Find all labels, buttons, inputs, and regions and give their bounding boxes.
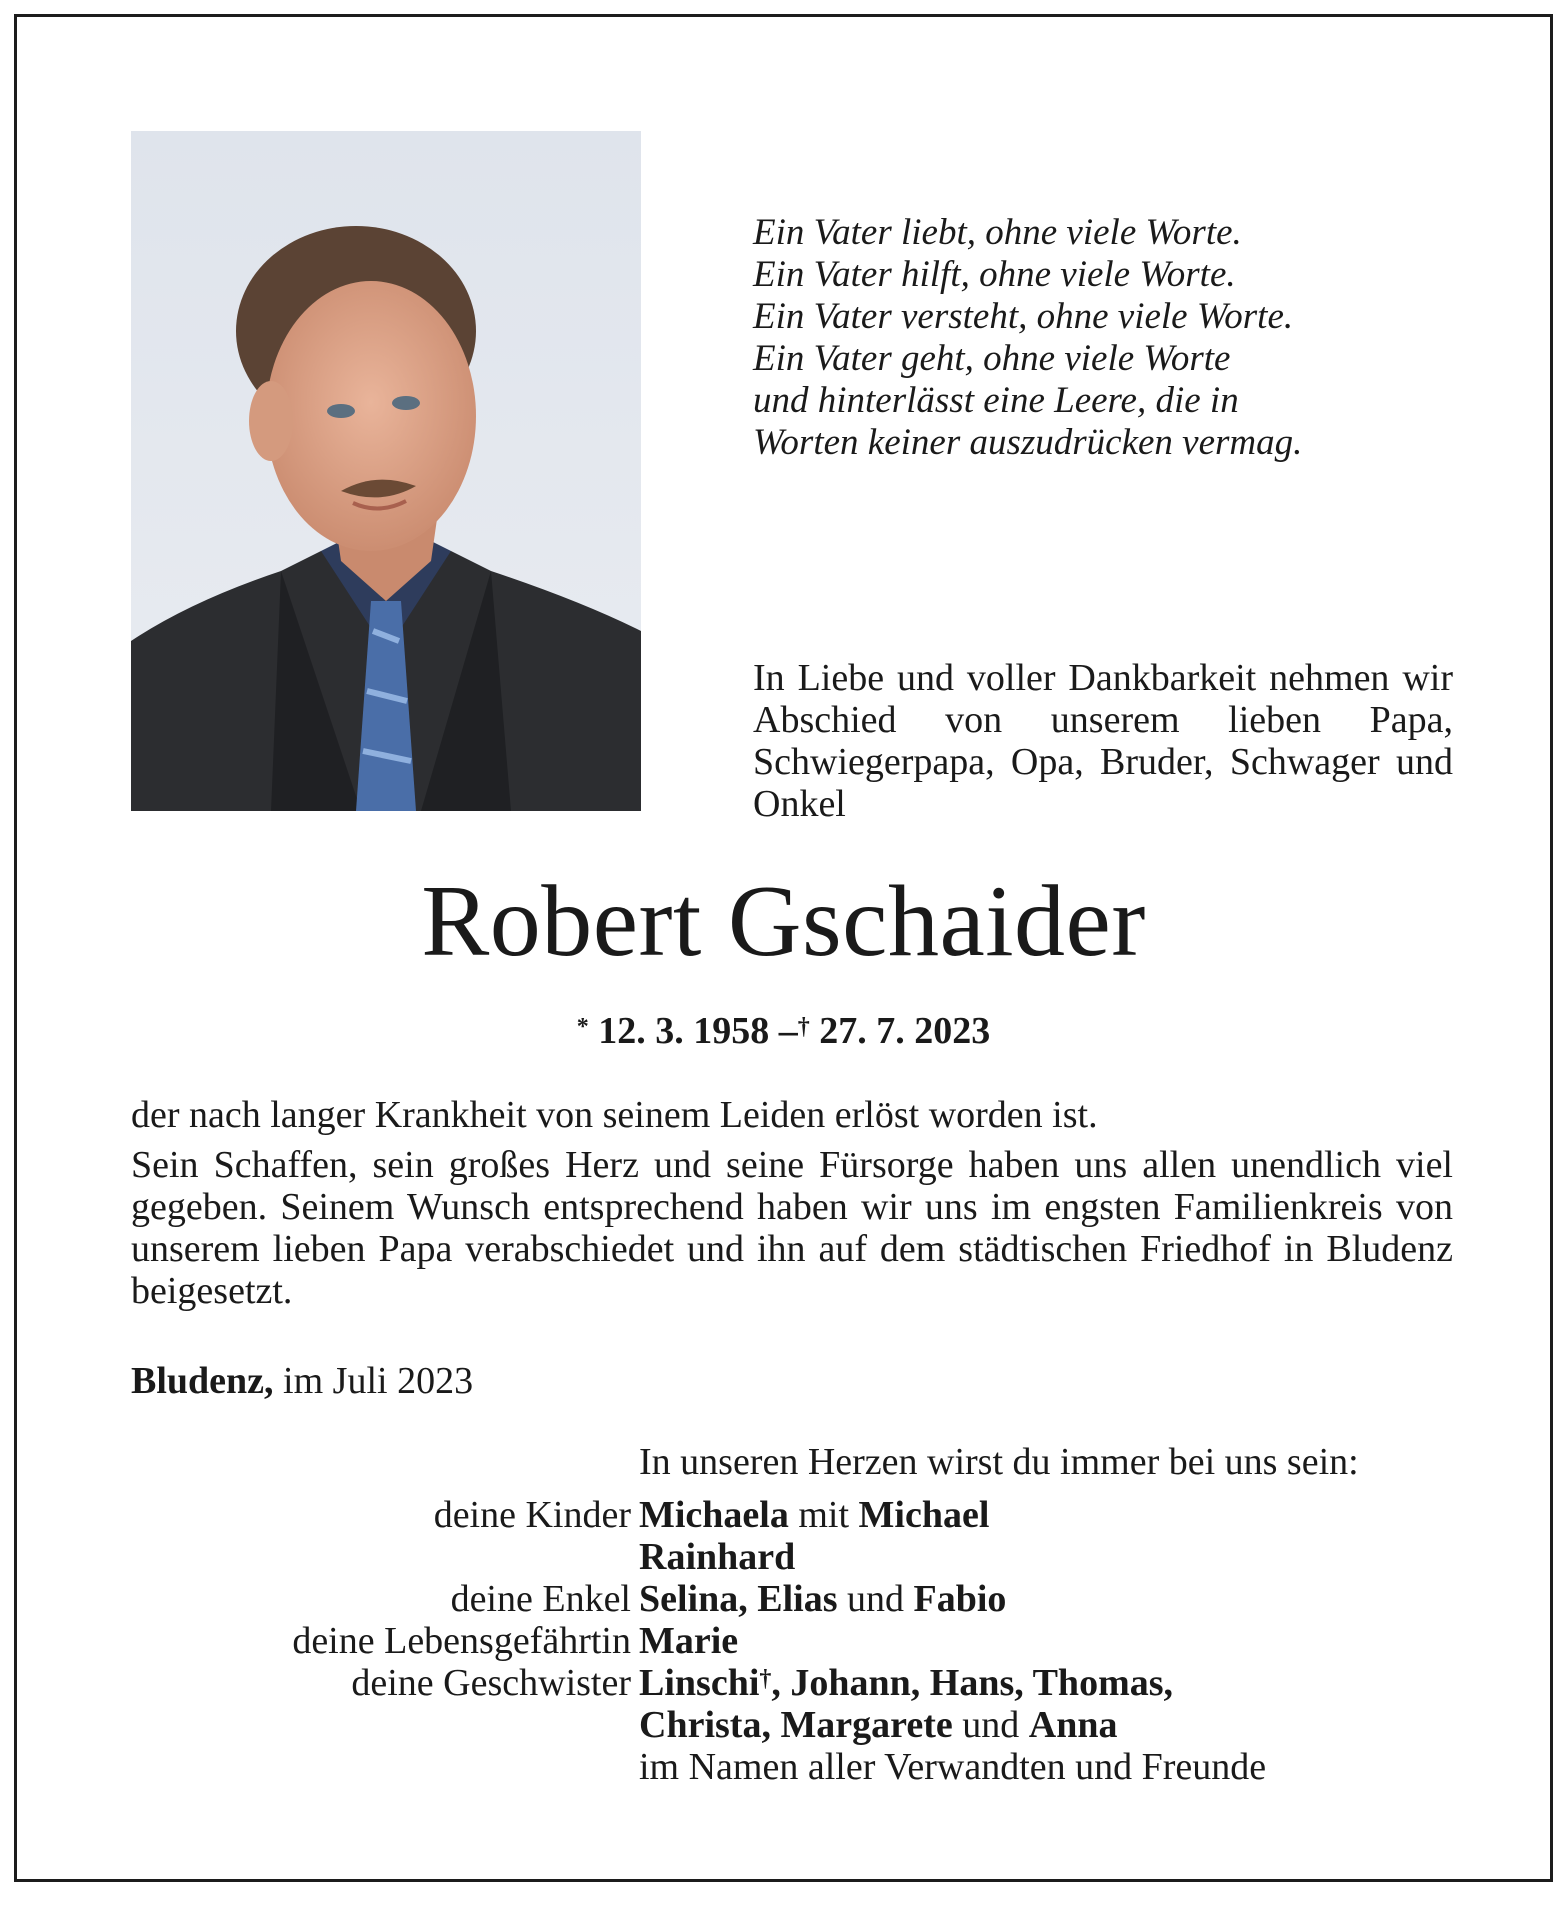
poem-line: Ein Vater liebt, ohne viele Worte. <box>753 212 1242 253</box>
body-text <box>131 1094 1453 1312</box>
family-name: Michaela <box>639 1494 789 1536</box>
obituary-card <box>14 14 1553 1882</box>
family-names <box>639 1620 1453 1662</box>
relation-label-empty <box>131 1536 639 1578</box>
poem-line: Ein Vater geht, ohne viele Worte <box>753 338 1231 379</box>
relation-label: deine Geschwister <box>351 1662 631 1704</box>
death-date: 27. 7. 2023 <box>819 1010 991 1052</box>
place-city: Bludenz, <box>131 1360 274 1402</box>
family-row-partner <box>131 1620 1453 1662</box>
family-name: Michael <box>858 1494 990 1536</box>
family-name: Linschi <box>639 1662 760 1704</box>
intro-text: In Liebe und voller Dankbarkeit nehmen wir Abschied von unserem lieben Papa, Schwiegerpapa, Opa, Bruder, Schwager und Onkel <box>753 657 1453 825</box>
place-date <box>131 1360 473 1402</box>
family-names <box>639 1662 1453 1704</box>
poem-line: und hinterlässt eine Leere, die in <box>753 380 1239 421</box>
family-row-closing <box>131 1746 1453 1788</box>
deceased-cross: † <box>759 1666 772 1692</box>
body-paragraph: Sein Schaffen, sein großes Herz und seine Fürsorge haben uns allen unendlich viel gegeben. Seinem Wunsch entsprechend haben wir uns im engsten Familienkreis von unserem lieben Papa verabschiedet und ihn auf dem städtischen Friedhof in Bludenz beigesetzt. <box>131 1144 1453 1312</box>
family-row-kinder <box>131 1494 1453 1536</box>
family-connector: mit <box>798 1494 850 1536</box>
death-symbol: † <box>797 1014 810 1040</box>
relation-label-empty <box>131 1746 639 1788</box>
birth-symbol: * <box>576 1014 589 1040</box>
family-connector: und <box>847 1578 904 1620</box>
family-name: Anna <box>1028 1704 1118 1746</box>
family-row-enkel <box>131 1578 1453 1620</box>
life-dates <box>17 1009 1550 1053</box>
body-line-1: der nach langer Krankheit von seinem Leiden erlöst worden ist. <box>131 1094 1098 1136</box>
family-name: Fabio <box>913 1578 1007 1620</box>
family-names <box>639 1494 1453 1536</box>
place-date-text: im Juli 2023 <box>283 1360 474 1402</box>
poem-line: Ein Vater versteht, ohne viele Worte. <box>753 296 1294 337</box>
family-name: Selina, Elias <box>639 1578 838 1620</box>
family-row-geschwister-2 <box>131 1704 1453 1746</box>
relation-label: deine Lebensgefährtin <box>292 1620 631 1662</box>
relation-label: deine Kinder <box>433 1494 631 1536</box>
family-connector: und <box>962 1704 1020 1746</box>
poem-line: Ein Vater hilft, ohne viele Worte. <box>753 254 1236 295</box>
family-name: Marie <box>639 1620 739 1662</box>
date-separator: – <box>778 1010 798 1052</box>
family-names <box>639 1704 1453 1746</box>
family-name: Christa, Margarete <box>639 1704 953 1746</box>
family-name: Rainhard <box>639 1536 796 1578</box>
birth-date: 12. 3. 1958 <box>598 1010 770 1052</box>
family-name: , Johann, Hans, Thomas, <box>771 1662 1174 1704</box>
portrait-photo <box>131 131 641 811</box>
relation-label-empty <box>131 1704 639 1746</box>
family-row-kinder-2 <box>131 1536 1453 1578</box>
family-list <box>131 1494 1453 1788</box>
hearts-line: In unseren Herzen wirst du immer bei uns sein: <box>639 1441 1359 1483</box>
family-names <box>639 1578 1453 1620</box>
memorial-poem <box>753 212 1453 464</box>
closing-line: im Namen aller Verwandten und Freunde <box>639 1746 1267 1788</box>
poem-line: Worten keiner auszudrücken vermag. <box>753 422 1303 463</box>
family-row-geschwister <box>131 1662 1453 1704</box>
deceased-name: Robert Gschaider <box>421 865 1146 978</box>
family-names <box>639 1536 1453 1578</box>
relation-label: deine Enkel <box>450 1578 631 1620</box>
